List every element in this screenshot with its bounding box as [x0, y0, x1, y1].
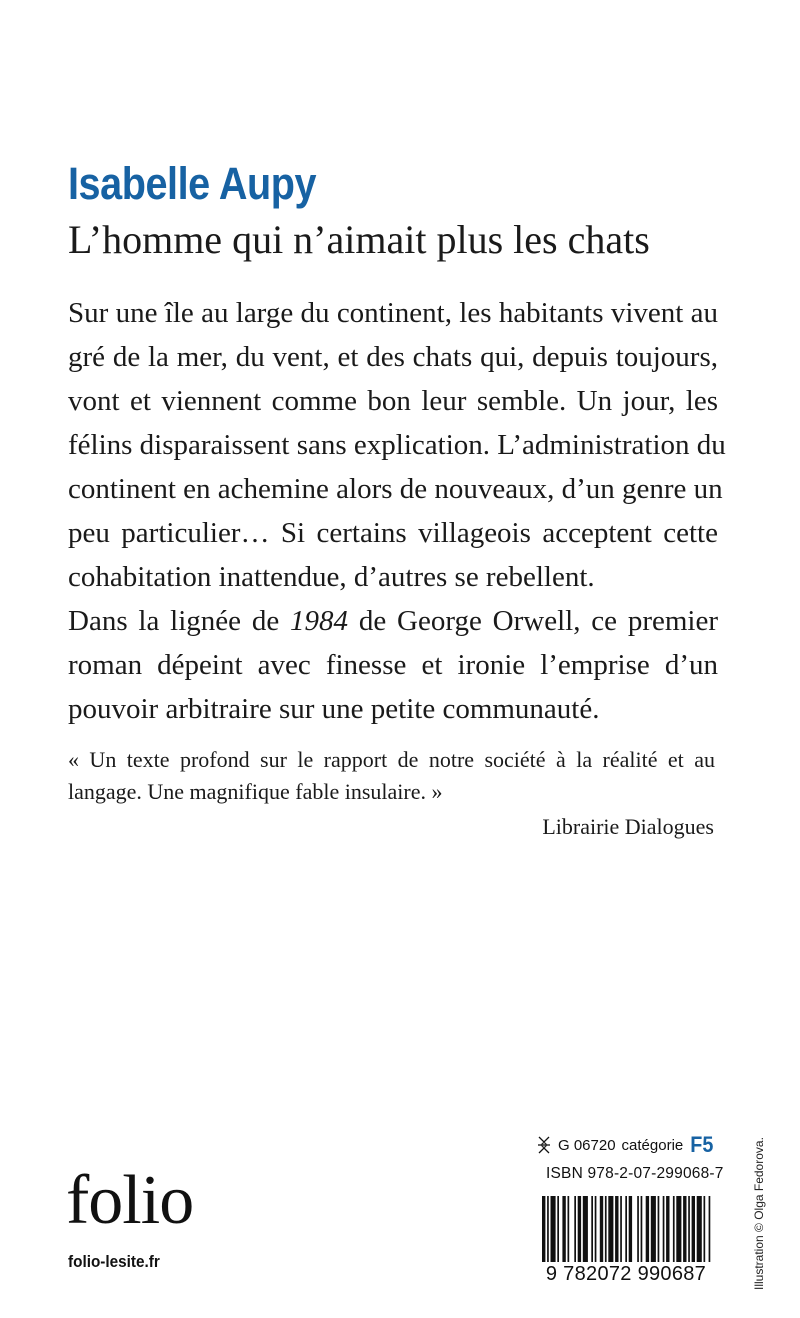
blurb-line: peu particulier… Si certains villageois acceptent cette: [68, 517, 718, 549]
product-code: G 06720: [558, 1136, 616, 1154]
illustration-credit: Illustration © Olga Fedorova.: [752, 1137, 766, 1290]
book-title: L’homme qui n’aimait plus les chats: [68, 217, 650, 262]
blurb-line: roman dépeint avec finesse et ironie l’emprise d’un: [68, 649, 718, 681]
blurb-line: [68, 599, 718, 643]
barcode: [536, 1196, 716, 1286]
author-name: Isabelle Aupy: [68, 158, 317, 209]
blurb-line: cohabitation inattendue, d’autres se rebellent.: [68, 561, 595, 593]
folio-logo: folio: [66, 1162, 194, 1239]
quote-line: « Un texte profond sur le rapport de notre société à la réalité et au: [68, 747, 715, 772]
gallimard-monogram-icon: [536, 1135, 552, 1155]
blurb-text: Dans la lignée de: [68, 605, 291, 637]
blurb-line: félins disparaissent sans explication. L’administration du: [68, 429, 726, 461]
blurb-line: pouvoir arbitraire sur une petite communauté.: [68, 693, 600, 725]
quote-source: Librairie Dialogues: [542, 814, 714, 839]
category-value: F5: [690, 1132, 714, 1157]
blurb-text: de George Orwell, ce premier: [348, 605, 718, 637]
press-quote: [68, 744, 715, 808]
category-label: catégorie: [621, 1136, 684, 1154]
product-code-row: [536, 1131, 716, 1159]
blurb-line: Sur une île au large du continent, les habitants vivent au: [68, 297, 718, 329]
publisher-site: folio-lesite.fr: [68, 1252, 160, 1271]
blurb-line: gré de la mer, du vent, et des chats qui, depuis toujours,: [68, 341, 718, 373]
back-cover-blurb: [68, 291, 726, 731]
isbn: ISBN 978-2-07-299068-7: [546, 1165, 724, 1182]
quote-line: langage. Une magnifique fable insulaire. »: [68, 779, 443, 804]
blurb-italic-title: 1984: [290, 605, 349, 637]
blurb-line: vont et viennent comme bon leur semble. Un jour, les: [68, 385, 718, 417]
barcode-digits: 9 782072 990687: [536, 1262, 716, 1286]
blurb-line: continent en achemine alors de nouveaux, d’un genre un: [68, 473, 723, 505]
